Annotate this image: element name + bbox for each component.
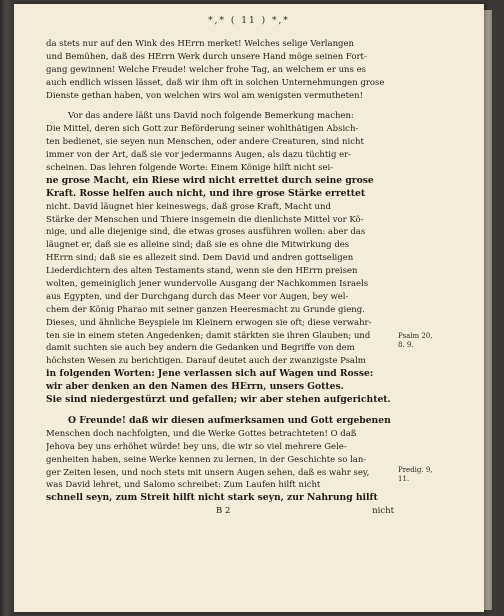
book-page (14, 4, 484, 612)
text-line: Dieses, und ähnliche Beyspiele im Kleinern erwogen sie oft; diese verwahr- (46, 317, 372, 328)
text-line: immer von der Art, daß sie vor jedermanns Augen, als dazu tüchtig er- (46, 150, 352, 161)
page-edge (484, 10, 492, 610)
text-line: und Bemühen, daß des HErrn Werk durch unsere Hand möge seinen Fort- (46, 51, 367, 62)
margin-note-psalm: Psalm 20, 8. 9. (398, 332, 433, 349)
signature-mark: B 2 (216, 506, 231, 517)
text-line: was David lehret, und Salomo schreibet: Zum Laufen hilft nicht (46, 480, 321, 491)
text-line: wolten, gemeiniglich jener wundervolle Ausgang der Nachkommen Israels (46, 279, 369, 290)
text-line: ten bedienet, sie seyen nun Menschen, oder andere Creaturen, sind nicht (46, 137, 364, 148)
text-line: Jehova bey uns erhöhet würde! bey uns, die wir so viel mehrere Gele- (46, 441, 347, 452)
text-line: nicht. David läugnet hier keineswegs, daß grose Kraft, Macht und (46, 201, 331, 212)
text-line: in folgenden Worten: Jene verlassen sich auf Wagen und Rosse: (46, 368, 374, 380)
text-line: wir aber denken an den Namen des HErrn, unsers Gottes. (46, 381, 344, 393)
text-line: O Freunde! daß wir diesen aufmerksamen und Gott ergebenen (68, 414, 391, 426)
text-line: da stets nur auf den Wink des HErrn merket! Welches selige Verlangen (46, 39, 354, 49)
margin-note-predig: Predig. 9, 11. (398, 466, 433, 483)
catchword: nicht (372, 506, 394, 517)
page-header: *,* ( 11 ) *,* (208, 16, 290, 26)
text-line: Stärke der Menschen und Thiere insgemein die dienlichste Mittel vor Kö- (46, 214, 364, 225)
text-line: höchsten Wesen zu berichtigen. Darauf deutet auch der zwanzigste Psalm (46, 356, 366, 367)
text-line: aus Egypten, und der Durchgang durch das Meer vor Augen, bey wel- (46, 291, 349, 302)
text-line: chem der König Pharao mit seiner ganzen Heeresmacht zu Grunde gieng. (46, 304, 365, 315)
text-line: läugnet er, daß sie es alleine sind; daß sie es ohne die Mitwirkung des (46, 240, 350, 251)
text-line: Menschen doch nachfolgten, und die Werke Gottes betrachteten! O daß (46, 428, 357, 439)
text-line: ne grose Macht, ein Riese wird nicht errettet durch seine grose (46, 174, 374, 186)
text-line: genheiten haben, seine Werke kennen zu lernen, in der Geschichte so lan- (46, 454, 367, 465)
text-line: Vor das andere läßt uns David noch folgende Bemerkung machen: (68, 111, 354, 122)
text-line: nige, und alle diejenige sind, die etwas groses ausführen wollen: aber das (46, 227, 366, 238)
text-line: scheinen. Das lehren folgende Worte: Einem Könige hilft nicht sei- (46, 163, 334, 174)
text-line: Liederdichtern des alten Testaments stand, wenn sie den HErrn preisen (46, 266, 358, 277)
text-line: Sie sind niedergestürzt und gefallen; wir aber stehen aufgerichtet. (46, 394, 391, 406)
text-line: ger Zeiten lesen, und noch stets mit unsern Augen sehen, daß es wahr sey, (46, 467, 370, 478)
text-line: schnell seyn, zum Streit hilft nicht stark seyn, zur Nahrung hilft (46, 492, 378, 504)
text-line: HErrn sind; daß sie es allezeit sind. Dem David und andren gottseligen (46, 253, 354, 264)
page-body (46, 38, 394, 518)
text-line: auch endlich wissen lässet, daß wir ihm oft in solchen Unternehmungen grose (46, 77, 385, 88)
text-line: Kraft. Rosse helfen auch nicht, und ihre grose Stärke errettet (46, 187, 366, 199)
text-line: Dienste gethan haben, von welchen wirs wol am wenigsten vermutheten! (46, 90, 363, 101)
text-line: ten sie in einem steten Angedenken; damit stärkten sie ihren Glauben; und (46, 330, 371, 341)
text-line: damit suchten sie auch bey andern die Gedanken und Begriffe von dem (46, 343, 355, 354)
text-line: gang gewinnen! Welche Freude! welcher frohe Tag, an welchem er uns es (46, 64, 366, 75)
text-line: Die Mittel, deren sich Gott zur Beförderung seiner wohlthätigen Absich- (46, 124, 359, 135)
